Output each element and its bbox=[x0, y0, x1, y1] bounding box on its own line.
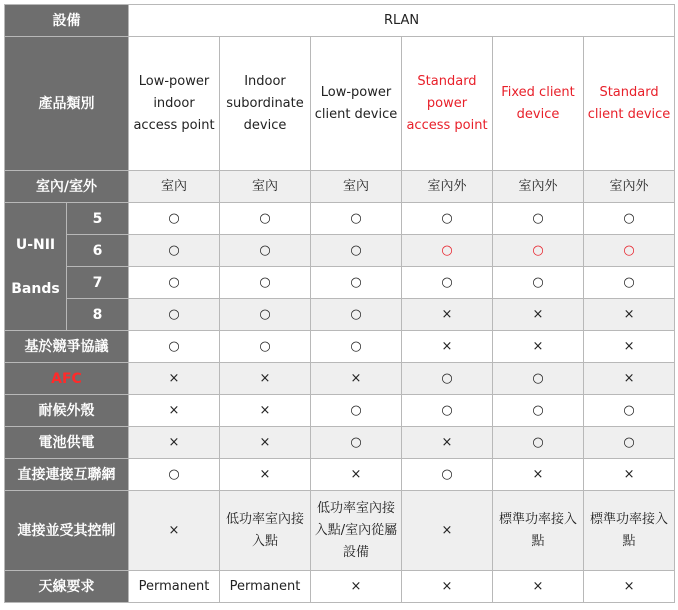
table-cell: × bbox=[220, 363, 311, 395]
table-cell: × bbox=[220, 395, 311, 427]
band-5-row bbox=[5, 203, 675, 235]
table-cell: × bbox=[493, 459, 584, 491]
table-cell: ○ bbox=[220, 331, 311, 363]
contention-row bbox=[5, 331, 675, 363]
table-cell: × bbox=[584, 299, 675, 331]
bands-label: Bands bbox=[11, 280, 60, 297]
table-cell: ○ bbox=[311, 267, 402, 299]
table-cell: ○ bbox=[402, 203, 493, 235]
header-row bbox=[5, 5, 675, 37]
internet-label: 直接連接互聯網 bbox=[5, 459, 129, 491]
table-cell: ○ bbox=[220, 299, 311, 331]
device-indoor-subordinate: Indoor subordinate device bbox=[220, 37, 311, 171]
table-cell: 室內外 bbox=[493, 171, 584, 203]
device-fixed-client: Fixed client device bbox=[493, 37, 584, 171]
table-cell: ○ bbox=[220, 235, 311, 267]
control-label: 連接並受其控制 bbox=[5, 491, 129, 571]
band-number: 5 bbox=[67, 203, 129, 235]
rlan-header: RLAN bbox=[129, 5, 675, 37]
table-cell: 室內 bbox=[129, 171, 220, 203]
table-cell: ○ bbox=[493, 267, 584, 299]
unii-label: U-NII bbox=[15, 236, 56, 253]
table-cell: ○ bbox=[311, 331, 402, 363]
band-6-row bbox=[5, 235, 675, 267]
unii-bands-label bbox=[5, 203, 67, 331]
table-cell: ○ bbox=[584, 427, 675, 459]
table-cell: ○ bbox=[311, 427, 402, 459]
contention-label: 基於競爭協議 bbox=[5, 331, 129, 363]
table-cell: ○ bbox=[493, 363, 584, 395]
table-cell: 標準功率接入點 bbox=[584, 491, 675, 571]
table-cell: × bbox=[402, 571, 493, 603]
table-cell: × bbox=[311, 571, 402, 603]
table-cell: ○ bbox=[129, 459, 220, 491]
table-cell: × bbox=[402, 299, 493, 331]
spec-table-container bbox=[4, 4, 675, 603]
band-8-row bbox=[5, 299, 675, 331]
weatherproof-label: 耐候外殼 bbox=[5, 395, 129, 427]
table-cell: × bbox=[402, 427, 493, 459]
category-row bbox=[5, 37, 675, 171]
table-cell: 室內 bbox=[311, 171, 402, 203]
band-7-row bbox=[5, 267, 675, 299]
table-cell: × bbox=[129, 363, 220, 395]
device-low-power-indoor-ap: Low-power indoor access point bbox=[129, 37, 220, 171]
device-standard-power-ap: Standard power access point bbox=[402, 37, 493, 171]
table-cell: 低功率室內接入點 bbox=[220, 491, 311, 571]
table-cell: ○ bbox=[493, 395, 584, 427]
table-cell: Permanent bbox=[129, 571, 220, 603]
table-cell: ○ bbox=[584, 395, 675, 427]
band-number: 8 bbox=[67, 299, 129, 331]
battery-label: 電池供電 bbox=[5, 427, 129, 459]
table-cell: × bbox=[220, 427, 311, 459]
table-cell: ○ bbox=[402, 459, 493, 491]
device-low-power-client: Low-power client device bbox=[311, 37, 402, 171]
table-cell: ○ bbox=[402, 267, 493, 299]
table-cell: × bbox=[129, 427, 220, 459]
table-cell: × bbox=[311, 363, 402, 395]
weatherproof-row bbox=[5, 395, 675, 427]
table-cell: 標準功率接入點 bbox=[493, 491, 584, 571]
table-cell: ○ bbox=[129, 203, 220, 235]
table-cell: × bbox=[584, 331, 675, 363]
table-cell: ○ bbox=[129, 235, 220, 267]
table-cell: × bbox=[311, 459, 402, 491]
table-cell: ○ bbox=[129, 267, 220, 299]
table-cell: ○ bbox=[402, 395, 493, 427]
table-cell: ○ bbox=[311, 395, 402, 427]
table-cell: Permanent bbox=[220, 571, 311, 603]
table-cell: ○ bbox=[129, 331, 220, 363]
internet-row bbox=[5, 459, 675, 491]
table-cell: × bbox=[493, 299, 584, 331]
device-standard-client: Standard client device bbox=[584, 37, 675, 171]
table-cell: ○ bbox=[129, 299, 220, 331]
antenna-row bbox=[5, 571, 675, 603]
table-cell: ○ bbox=[311, 203, 402, 235]
indoor-outdoor-label: 室內/室外 bbox=[5, 171, 129, 203]
table-cell: × bbox=[584, 459, 675, 491]
table-cell: 室內外 bbox=[584, 171, 675, 203]
table-cell: ○ bbox=[493, 203, 584, 235]
table-cell: ○ bbox=[220, 203, 311, 235]
table-cell: ○ bbox=[584, 235, 675, 267]
table-cell: × bbox=[129, 491, 220, 571]
table-cell: ○ bbox=[402, 235, 493, 267]
table-cell: ○ bbox=[402, 363, 493, 395]
afc-label: AFC bbox=[5, 363, 129, 395]
rlan-device-spec-table bbox=[4, 4, 675, 603]
table-cell: 室內外 bbox=[402, 171, 493, 203]
equipment-header: 設備 bbox=[5, 5, 129, 37]
table-cell: ○ bbox=[311, 299, 402, 331]
band-number: 6 bbox=[67, 235, 129, 267]
table-cell: × bbox=[493, 331, 584, 363]
table-cell: × bbox=[493, 571, 584, 603]
table-cell: × bbox=[584, 363, 675, 395]
table-cell: × bbox=[402, 331, 493, 363]
table-cell: ○ bbox=[311, 235, 402, 267]
table-cell: ○ bbox=[220, 267, 311, 299]
indoor-outdoor-row bbox=[5, 171, 675, 203]
control-row bbox=[5, 491, 675, 571]
category-label: 產品類別 bbox=[5, 37, 129, 171]
antenna-label: 天線要求 bbox=[5, 571, 129, 603]
afc-row bbox=[5, 363, 675, 395]
table-cell: ○ bbox=[584, 267, 675, 299]
table-cell: 室內 bbox=[220, 171, 311, 203]
table-cell: ○ bbox=[493, 235, 584, 267]
table-cell: × bbox=[220, 459, 311, 491]
table-cell: ○ bbox=[493, 427, 584, 459]
table-cell: × bbox=[584, 571, 675, 603]
table-cell: × bbox=[129, 395, 220, 427]
table-cell: × bbox=[402, 491, 493, 571]
battery-row bbox=[5, 427, 675, 459]
band-number: 7 bbox=[67, 267, 129, 299]
table-cell: ○ bbox=[584, 203, 675, 235]
table-cell: 低功率室內接入點/室內從屬設備 bbox=[311, 491, 402, 571]
